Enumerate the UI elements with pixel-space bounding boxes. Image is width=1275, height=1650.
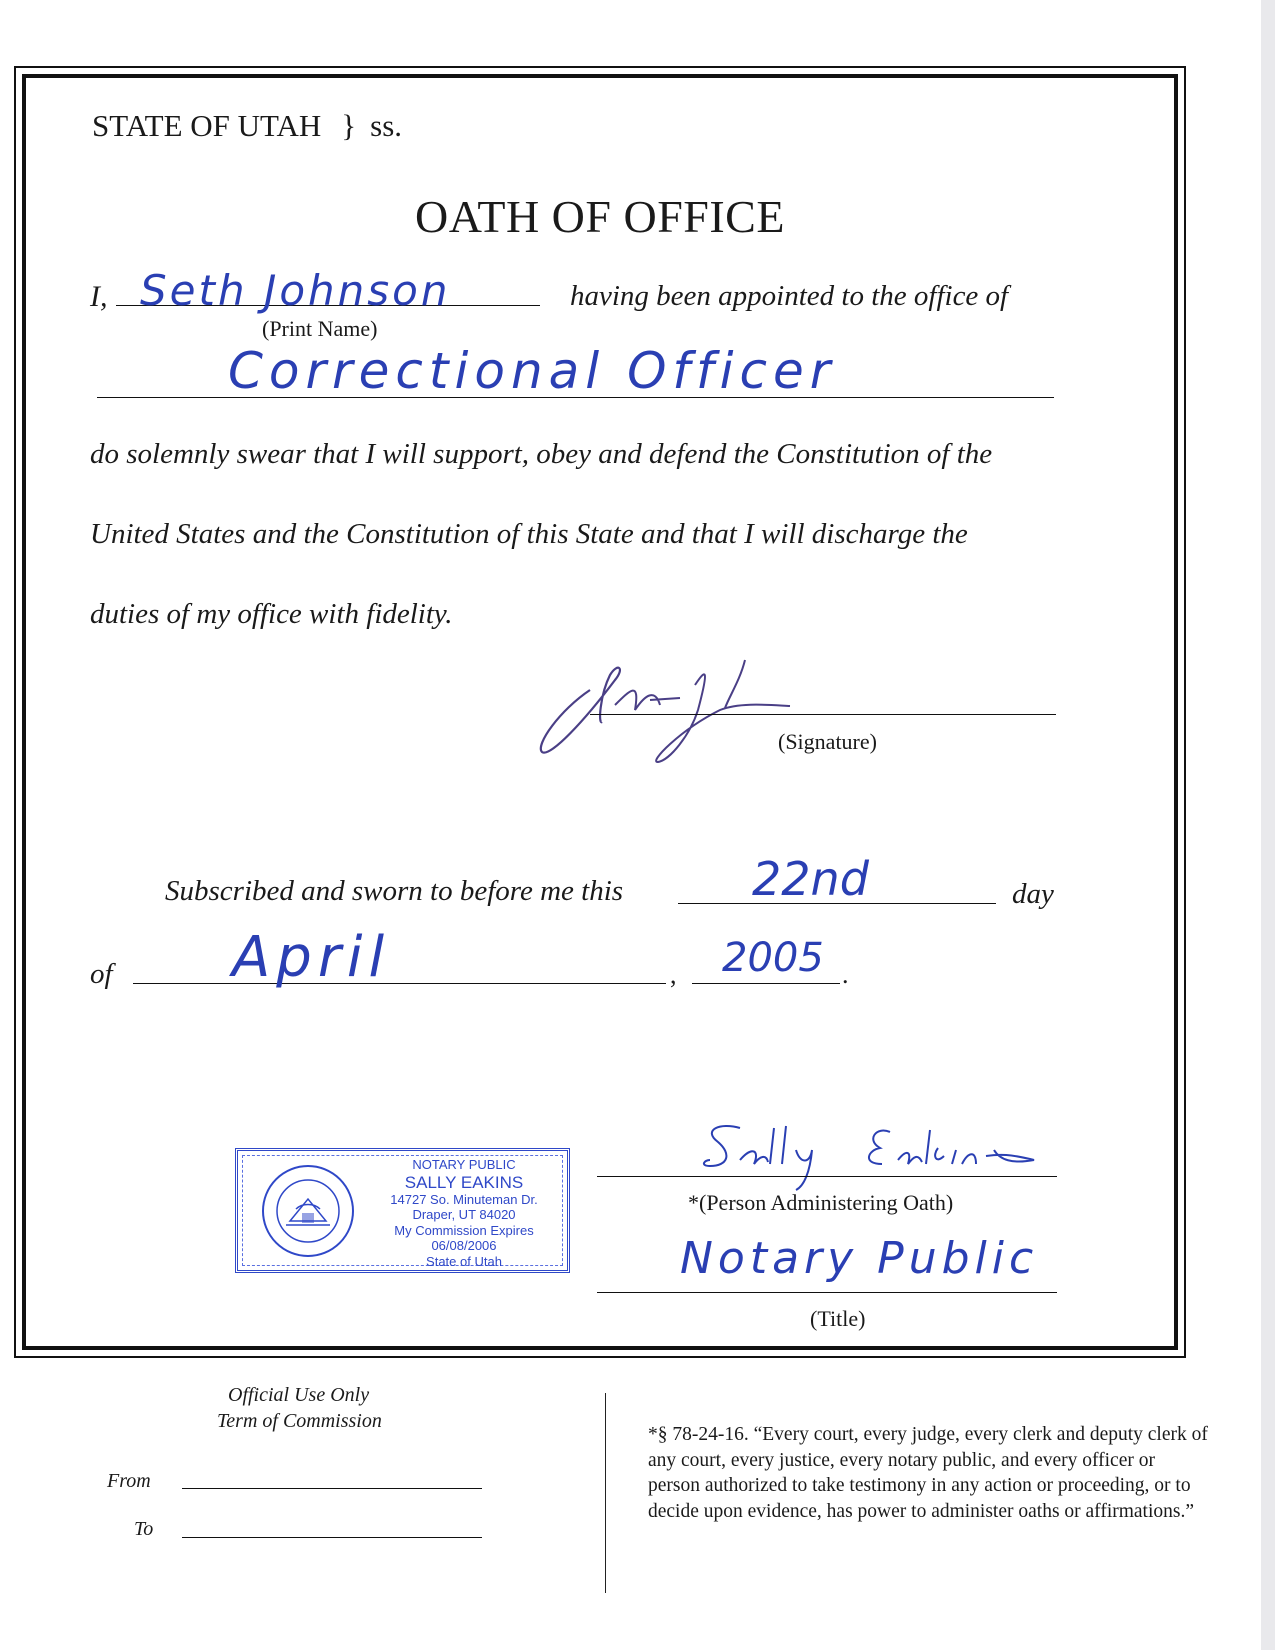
from-label: From xyxy=(107,1470,151,1492)
stamp-text xyxy=(364,1157,564,1269)
title-label: (Title) xyxy=(810,1306,866,1331)
year-line xyxy=(692,983,840,984)
day-label: day xyxy=(1012,878,1054,910)
administrator-signature xyxy=(700,1120,1095,1195)
i-prefix: I, xyxy=(90,280,108,313)
stamp-notary-public: NOTARY PUBLIC xyxy=(412,1157,516,1172)
stamp-address-1: 14727 So. Minuteman Dr. xyxy=(390,1191,538,1207)
stamp-expiration: My Commission Expires 06/08/2006 xyxy=(394,1222,534,1253)
oath-text-line-1: do solemnly swear that I will support, obey and defend the Constitution of the xyxy=(90,438,993,470)
state-name: STATE OF UTAH xyxy=(92,108,322,143)
administrator-title-value: Notary Public xyxy=(680,1233,1039,1284)
office-title: Correctional Officer xyxy=(228,342,837,400)
venue-line xyxy=(92,108,402,144)
footer-divider xyxy=(605,1393,606,1593)
stamp-state: State of Utah xyxy=(426,1253,502,1269)
print-name-label: (Print Name) xyxy=(262,316,378,341)
official-use-heading: Official Use Only xyxy=(228,1384,370,1406)
year-period: . xyxy=(842,960,849,989)
printed-name: Seth Johnson xyxy=(140,266,451,315)
signature-label: (Signature) xyxy=(778,729,877,754)
stamp-address-2: Draper, UT 84020 xyxy=(412,1207,516,1222)
oath-text-line-3: duties of my office with fidelity. xyxy=(90,598,453,630)
utah-seal-icon xyxy=(260,1163,356,1259)
ss-abbrev: ss. xyxy=(370,108,403,143)
to-line xyxy=(182,1537,482,1538)
title-line xyxy=(597,1292,1057,1293)
year-value: 2005 xyxy=(722,935,824,981)
signature-line xyxy=(590,714,1056,715)
month-line xyxy=(133,983,666,984)
page-edge-shadow xyxy=(1261,0,1275,1650)
of-label: of xyxy=(90,958,113,990)
day-value: 22nd xyxy=(752,852,869,906)
term-heading: Term of Commission xyxy=(217,1410,382,1432)
month-value: April xyxy=(232,925,390,990)
oath-text-line-2: United States and the Constitution of this State and that I will discharge the xyxy=(90,518,968,550)
venue-brace: } xyxy=(341,108,357,143)
statute-footnote: *§ 78-24-16. “Every court, every judge, every clerk and deputy clerk of any court, every justice, every notary public, and every officer or person authorized to take testimony in any action or proceeding, or to decide upon evidence, has power to administer oaths or affirmations.” xyxy=(648,1424,1208,1522)
notary-stamp xyxy=(235,1148,570,1273)
document-title: OATH OF OFFICE xyxy=(415,191,785,242)
stamp-name: SALLY EAKINS xyxy=(404,1172,524,1192)
appointed-text: having been appointed to the office of xyxy=(570,280,1009,312)
month-comma: , xyxy=(670,960,677,989)
to-label: To xyxy=(134,1518,154,1540)
administrator-label: *(Person Administering Oath) xyxy=(688,1190,954,1215)
from-line xyxy=(182,1488,482,1489)
administrator-line xyxy=(597,1176,1057,1177)
subscribed-text: Subscribed and sworn to before me this xyxy=(165,875,624,907)
